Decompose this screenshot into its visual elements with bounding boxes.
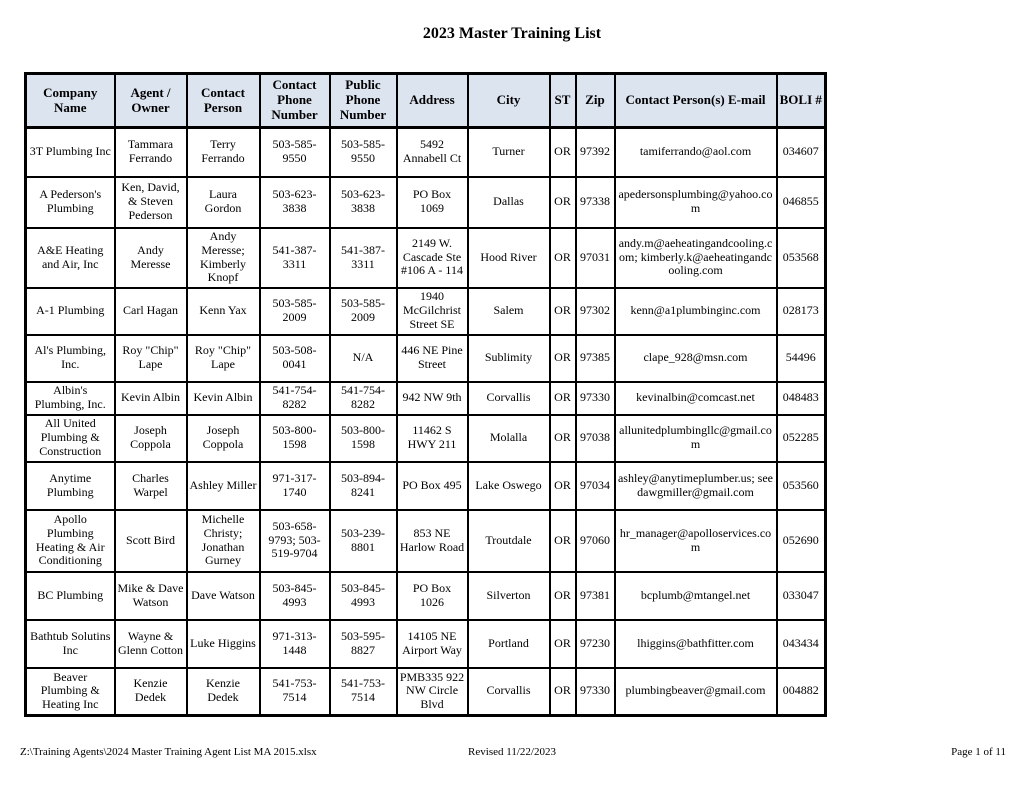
table-cell: OR	[550, 177, 576, 228]
column-header: Address	[397, 74, 468, 128]
table-body	[26, 128, 826, 716]
footer-file-path: Z:\Training Agents\2024 Master Training Agent List MA 2015.xlsx	[20, 746, 317, 758]
table-cell: PMB335 922 NW Circle Blvd	[397, 668, 468, 716]
table-cell: Roy "Chip" Lape	[187, 335, 260, 382]
column-header: Agent / Owner	[115, 74, 187, 128]
table-cell: Andy Meresse	[115, 228, 187, 288]
table-cell: 034607	[777, 128, 826, 177]
table-cell: Molalla	[468, 415, 550, 462]
table-row	[26, 668, 826, 716]
table-cell: Portland	[468, 620, 550, 668]
table-cell: OR	[550, 382, 576, 415]
table-cell: OR	[550, 572, 576, 620]
table-cell: 043434	[777, 620, 826, 668]
table-cell: Hood River	[468, 228, 550, 288]
table-cell: apedersonsplumbing@yahoo.com	[615, 177, 777, 228]
table-cell: Charles Warpel	[115, 462, 187, 510]
table-cell: 3T Plumbing Inc	[26, 128, 115, 177]
table-cell: Kevin Albin	[115, 382, 187, 415]
table-cell: 541-754-8282	[260, 382, 330, 415]
table-cell: Salem	[468, 288, 550, 335]
table-cell: bcplumb@mtangel.net	[615, 572, 777, 620]
table-cell: Dave Watson	[187, 572, 260, 620]
table-cell: 54496	[777, 335, 826, 382]
training-table	[24, 72, 827, 717]
table-cell: Michelle Christy; Jonathan Gurney	[187, 510, 260, 572]
table-cell: 503-585-2009	[330, 288, 397, 335]
table-cell: OR	[550, 128, 576, 177]
table-cell: 97302	[576, 288, 615, 335]
table-cell: 5492 Annabell Ct	[397, 128, 468, 177]
table-cell: PO Box 1069	[397, 177, 468, 228]
table-cell: 97392	[576, 128, 615, 177]
table-row	[26, 462, 826, 510]
table-header-row	[26, 74, 826, 128]
table-cell: clape_928@msn.com	[615, 335, 777, 382]
table-cell: OR	[550, 620, 576, 668]
column-header: City	[468, 74, 550, 128]
table-cell: 503-585-9550	[330, 128, 397, 177]
table-row	[26, 620, 826, 668]
table-cell: 853 NE Harlow Road	[397, 510, 468, 572]
table-cell: 052690	[777, 510, 826, 572]
table-cell: 11462 S HWY 211	[397, 415, 468, 462]
table-cell: 97385	[576, 335, 615, 382]
column-header: Company Name	[26, 74, 115, 128]
table-cell: 97060	[576, 510, 615, 572]
table-cell: 2149 W. Cascade Ste #106 A - 114	[397, 228, 468, 288]
table-cell: 033047	[777, 572, 826, 620]
table-cell: 942 NW 9th	[397, 382, 468, 415]
footer-revised-date: Revised 11/22/2023	[468, 746, 556, 758]
table-cell: 503-239-8801	[330, 510, 397, 572]
table-row	[26, 415, 826, 462]
table-cell: 446 NE Pine Street	[397, 335, 468, 382]
table-cell: 97330	[576, 668, 615, 716]
table-cell: N/A	[330, 335, 397, 382]
table-cell: 503-585-9550	[260, 128, 330, 177]
column-header: Contact Person	[187, 74, 260, 128]
table-cell: 503-623-3838	[260, 177, 330, 228]
table-cell: Kenn Yax	[187, 288, 260, 335]
table-row	[26, 288, 826, 335]
table-cell: Anytime Plumbing	[26, 462, 115, 510]
table-cell: 541-387-3311	[260, 228, 330, 288]
table-cell: PO Box 495	[397, 462, 468, 510]
table-cell: 503-800-1598	[260, 415, 330, 462]
table-cell: 97381	[576, 572, 615, 620]
table-cell: Roy "Chip" Lape	[115, 335, 187, 382]
table-cell: 053560	[777, 462, 826, 510]
table-cell: 97330	[576, 382, 615, 415]
table-cell: 541-753-7514	[330, 668, 397, 716]
table-cell: OR	[550, 462, 576, 510]
table-cell: A Pederson's Plumbing	[26, 177, 115, 228]
table-cell: OR	[550, 510, 576, 572]
table-cell: 97338	[576, 177, 615, 228]
table-cell: kevinalbin@comcast.net	[615, 382, 777, 415]
table-cell: 503-845-4993	[330, 572, 397, 620]
table-row	[26, 510, 826, 572]
table-cell: 97031	[576, 228, 615, 288]
table-cell: OR	[550, 288, 576, 335]
table-cell: Scott Bird	[115, 510, 187, 572]
column-header: Public Phone Number	[330, 74, 397, 128]
table-cell: Laura Gordon	[187, 177, 260, 228]
table-cell: 503-800-1598	[330, 415, 397, 462]
table-cell: Luke Higgins	[187, 620, 260, 668]
table-cell: PO Box 1026	[397, 572, 468, 620]
table-cell: 048483	[777, 382, 826, 415]
table-cell: kenn@a1plumbinginc.com	[615, 288, 777, 335]
table-cell: Dallas	[468, 177, 550, 228]
table-row	[26, 335, 826, 382]
table-row	[26, 177, 826, 228]
table-cell: 97230	[576, 620, 615, 668]
table-cell: Joseph Coppola	[115, 415, 187, 462]
table-cell: Corvallis	[468, 382, 550, 415]
table-cell: hr_manager@apolloservices.com	[615, 510, 777, 572]
table-cell: 971-313-1448	[260, 620, 330, 668]
table-cell: Ashley Miller	[187, 462, 260, 510]
column-header: BOLI #	[777, 74, 826, 128]
table-cell: 052285	[777, 415, 826, 462]
table-cell: Corvallis	[468, 668, 550, 716]
table-cell: plumbingbeaver@gmail.com	[615, 668, 777, 716]
table-cell: Kenzie Dedek	[187, 668, 260, 716]
table-header	[26, 74, 826, 128]
table-cell: Turner	[468, 128, 550, 177]
table-cell: 503-658-9793; 503-519-9704	[260, 510, 330, 572]
table-cell: Silverton	[468, 572, 550, 620]
table-cell: andy.m@aeheatingandcooling.com; kimberly.k@aeheatingandcooling.com	[615, 228, 777, 288]
table-row	[26, 228, 826, 288]
table-cell: 971-317-1740	[260, 462, 330, 510]
table-cell: A&E Heating and Air, Inc	[26, 228, 115, 288]
table-cell: Ken, David, & Steven Pederson	[115, 177, 187, 228]
table-cell: Beaver Plumbing & Heating Inc	[26, 668, 115, 716]
table-cell: 028173	[777, 288, 826, 335]
table-cell: All United Plumbing & Construction	[26, 415, 115, 462]
table-cell: 053568	[777, 228, 826, 288]
table-cell: Kenzie Dedek	[115, 668, 187, 716]
table-cell: 541-753-7514	[260, 668, 330, 716]
column-header: Contact Phone Number	[260, 74, 330, 128]
column-header: ST	[550, 74, 576, 128]
footer-page-number: Page 1 of 11	[951, 746, 1006, 758]
table-cell: OR	[550, 228, 576, 288]
table-cell: BC Plumbing	[26, 572, 115, 620]
table-cell: tamiferrando@aol.com	[615, 128, 777, 177]
table-cell: Mike & Dave Watson	[115, 572, 187, 620]
table-cell: 97034	[576, 462, 615, 510]
table-cell: 14105 NE Airport Way	[397, 620, 468, 668]
table-cell: OR	[550, 668, 576, 716]
table-cell: OR	[550, 335, 576, 382]
column-header: Zip	[576, 74, 615, 128]
table-cell: 046855	[777, 177, 826, 228]
table-cell: 004882	[777, 668, 826, 716]
table-cell: 541-754-8282	[330, 382, 397, 415]
page-title: 2023 Master Training List	[422, 25, 602, 42]
table-row	[26, 382, 826, 415]
table-cell: 541-387-3311	[330, 228, 397, 288]
table-cell: Tammara Ferrando	[115, 128, 187, 177]
table-row	[26, 128, 826, 177]
table-cell: 1940 McGilchrist Street SE	[397, 288, 468, 335]
table-cell: Kevin Albin	[187, 382, 260, 415]
table-cell: Troutdale	[468, 510, 550, 572]
table-cell: Joseph Coppola	[187, 415, 260, 462]
table-cell: Carl Hagan	[115, 288, 187, 335]
table-cell: 503-845-4993	[260, 572, 330, 620]
table-cell: Albin's Plumbing, Inc.	[26, 382, 115, 415]
table-cell: Apollo Plumbing Heating & Air Conditioning	[26, 510, 115, 572]
table-cell: 503-894-8241	[330, 462, 397, 510]
column-header: Contact Person(s) E-mail	[615, 74, 777, 128]
table-cell: 503-595-8827	[330, 620, 397, 668]
table-cell: Lake Oswego	[468, 462, 550, 510]
table-cell: Terry Ferrando	[187, 128, 260, 177]
table-cell: 97038	[576, 415, 615, 462]
table-cell: Bathtub Solutins Inc	[26, 620, 115, 668]
table-cell: ashley@anytimeplumber.us; seedawgmiller@gmail.com	[615, 462, 777, 510]
table-cell: A-1 Plumbing	[26, 288, 115, 335]
table-row	[26, 572, 826, 620]
table-cell: Al's Plumbing, Inc.	[26, 335, 115, 382]
table-cell: Wayne & Glenn Cotton	[115, 620, 187, 668]
table-cell: OR	[550, 415, 576, 462]
table-cell: allunitedplumbingllc@gmail.com	[615, 415, 777, 462]
table-cell: 503-508-0041	[260, 335, 330, 382]
table-cell: lhiggins@bathfitter.com	[615, 620, 777, 668]
table-cell: Sublimity	[468, 335, 550, 382]
table-cell: Andy Meresse; Kimberly Knopf	[187, 228, 260, 288]
table-cell: 503-585-2009	[260, 288, 330, 335]
table-cell: 503-623-3838	[330, 177, 397, 228]
